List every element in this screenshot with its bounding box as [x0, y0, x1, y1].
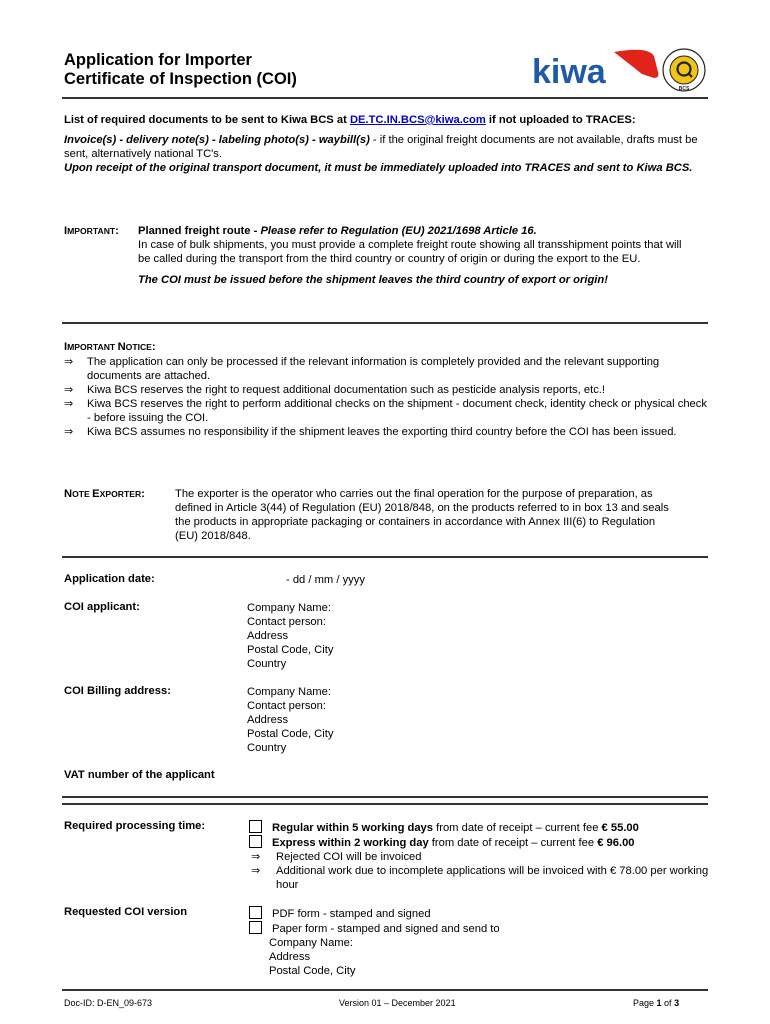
paper-address-field[interactable]: Address [269, 951, 311, 963]
page-title [64, 51, 297, 89]
vat-number-label: VAT number of the applicant [64, 769, 215, 781]
billing-country-field[interactable]: Country [247, 742, 287, 754]
coi-applicant-label: COI applicant: [64, 601, 140, 613]
arrow-right-icon: ⇒ [251, 865, 261, 877]
important-notice-label: IMPORTANT NOTICE: [64, 341, 156, 353]
freight-route-heading: Planned freight route - Please refer to Regulation (EU) 2021/1698 Article 16. [138, 225, 537, 237]
note-exporter-label: NOTE EXPORTER: [64, 488, 145, 500]
freight-route-body: In case of bulk shipments, you must provide a complete freight route showing all transshipment points that will be called during the transport from the third country or country of origin or during the export to the EU. [138, 239, 682, 265]
billing-postal-field[interactable]: Postal Code, City [247, 728, 334, 740]
header-divider [62, 97, 708, 99]
express-checkbox[interactable] [249, 835, 262, 848]
doc-version: Version 01 – December 2021 [339, 998, 456, 1008]
arrow-right-icon: ⇒ [251, 851, 261, 863]
arrow-right-icon: ⇒ [64, 398, 74, 410]
pdf-option[interactable]: PDF form - stamped and signed [249, 906, 709, 921]
billing-address-label: COI Billing address: [64, 685, 171, 697]
applicant-company-field[interactable]: Company Name: [247, 602, 331, 614]
page-number: Page 1 of 3 [633, 998, 680, 1008]
kiwa-logo [530, 44, 710, 96]
note-exporter-text: The exporter is the operator who carries out the final operation for the purpose of preparation, as defined in Article 3(44) of Regulation (EU) 2018/848, on the products referred to in box 13 and seals the products in appropriate packaging or containers in accordance with Annex III(6) to Regulation (EU) 2018/848. [175, 488, 669, 542]
important-section [138, 224, 694, 287]
paper-option[interactable]: Paper form - stamped and signed and send to [249, 921, 709, 936]
application-date-label: Application date: [64, 573, 155, 585]
important-notice-section [64, 340, 710, 439]
important-label: IMPORTANT: [64, 225, 119, 237]
divider-1 [62, 322, 708, 324]
coi-warning: The COI must be issued before the shipment leaves the third country of export or origin! [138, 274, 608, 286]
notice-item: ⇒ Kiwa BCS reserves the right to request additional documentation such as pesticide analysis reports, etc.! [64, 384, 606, 396]
arrow-right-icon: ⇒ [64, 426, 74, 438]
notice-item: ⇒ Kiwa BCS reserves the right to perform additional checks on the shipment - document check, identity check or physical check - before issuing the COI. [64, 398, 707, 424]
title-line-2: Certificate of Inspection (COI) [64, 70, 297, 88]
rejected-note: ⇒ Rejected COI will be invoiced [251, 851, 422, 863]
notice-item: ⇒ The application can only be processed if the relevant information is completely provided and the relevant supporting documents are attached. [64, 356, 660, 382]
coi-applicant-fields [247, 601, 333, 671]
regular-option[interactable]: Regular within 5 working days from date of receipt – current fee € 55.00 [249, 820, 709, 835]
notice-item: ⇒ Kiwa BCS assumes no responsibility if the shipment leaves the exporting third country before the COI has been issued. [64, 426, 677, 438]
billing-address-field[interactable]: Address [247, 714, 289, 726]
applicant-address-field[interactable]: Address [247, 630, 289, 642]
processing-time-options [249, 820, 709, 892]
paper-address-fields [249, 936, 709, 978]
billing-address-fields [247, 685, 333, 755]
documents-intro: List of required documents to be sent to Kiwa BCS at DE.TC.IN.BCS@kiwa.com if not uploaded to TRACES: [64, 114, 636, 126]
coi-version-options [249, 906, 709, 978]
required-documents-section [64, 113, 704, 175]
processing-time-label: Required processing time: [64, 820, 206, 832]
paper-postal-field[interactable]: Postal Code, City [269, 965, 356, 977]
arrow-right-icon: ⇒ [64, 384, 74, 396]
express-option[interactable]: Express within 2 working day from date of receipt – current fee € 96.00 [249, 835, 709, 850]
application-date-field[interactable]: - dd / mm / yyyy [286, 574, 365, 586]
applicant-contact-field[interactable]: Contact person: [247, 616, 326, 628]
paper-checkbox[interactable] [249, 921, 262, 934]
paper-company-field[interactable]: Company Name: [269, 937, 353, 949]
title-line-1: Application for Importer [64, 51, 252, 69]
billing-contact-field[interactable]: Contact person: [247, 700, 326, 712]
footer-divider [62, 989, 708, 991]
billing-company-field[interactable]: Company Name: [247, 686, 331, 698]
additional-work-note: ⇒ Additional work due to incomplete applications will be invoiced with € 78.00 per working hour [251, 865, 709, 891]
regular-checkbox[interactable] [249, 820, 262, 833]
double-divider [62, 796, 708, 805]
coi-version-label: Requested COI version [64, 906, 188, 918]
applicant-postal-field[interactable]: Postal Code, City [247, 644, 334, 656]
kiwa-logo-text: kiwa [532, 53, 606, 91]
divider-2 [62, 556, 708, 558]
arrow-right-icon: ⇒ [64, 356, 74, 368]
badge-text: BCS [678, 86, 690, 92]
pdf-checkbox[interactable] [249, 906, 262, 919]
doc-id: Doc-ID: D-EN_09-673 [64, 998, 153, 1008]
documents-list: Invoice(s) - delivery note(s) - labeling photo(s) - waybill(s) - if the original freight documents are not available, drafts must be sent, alternatively national TC's. [64, 134, 698, 160]
kiwa-logo-graphic [530, 44, 710, 96]
kiwa-email-link[interactable]: DE.TC.IN.BCS@kiwa.com [349, 114, 486, 126]
upon-receipt-note: Upon receipt of the original transport document, it must be immediately uploaded into TRACES and sent to Kiwa BCS. [64, 162, 693, 174]
applicant-country-field[interactable]: Country [247, 658, 287, 670]
